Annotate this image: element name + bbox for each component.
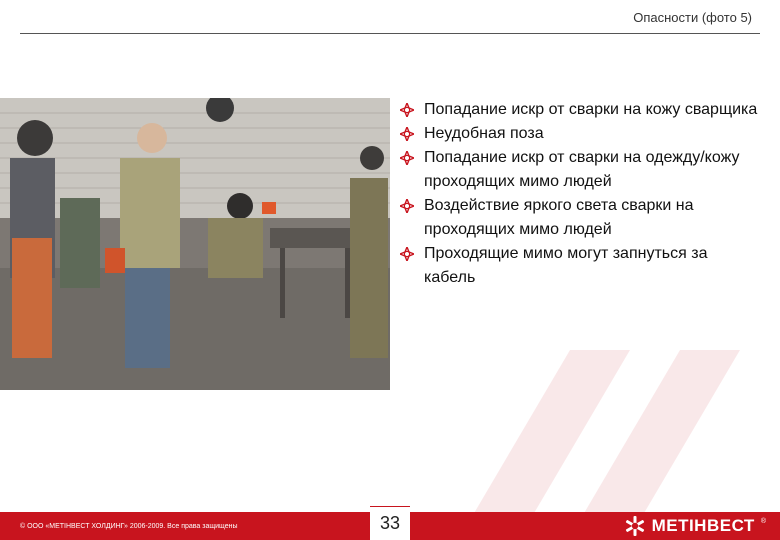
- list-item: [400, 122, 760, 146]
- list-item-text: Воздействие яркого света сварки на проходящих мимо людей: [424, 197, 694, 238]
- list-item-text: Попадание искр от сварки на кожу сварщика: [424, 101, 758, 118]
- welding-photo: [0, 98, 390, 390]
- slide-title: Опасности (фото 5): [633, 10, 752, 25]
- list-item-text: Неудобная поза: [424, 125, 544, 142]
- flower-bullet-icon: [400, 127, 414, 141]
- list-item: [400, 194, 760, 242]
- list-item: [400, 98, 760, 122]
- list-item-text: Проходящие мимо могут запнуться за кабель: [424, 245, 708, 286]
- copyright-text: © ООО «МЕТІНВЕСТ ХОЛДИНГ» 2006-2009. Все права защищены: [20, 522, 238, 530]
- hazard-list: [400, 98, 760, 290]
- list-item-text: Попадание искр от сварки на одежду/кожу проходящих мимо людей: [424, 149, 740, 190]
- page-number-box: [370, 506, 410, 540]
- registered-mark: ®: [760, 518, 766, 525]
- list-item: [400, 242, 760, 290]
- header-divider: [20, 33, 760, 34]
- flower-bullet-icon: [400, 151, 414, 165]
- logo-text: МЕТІНВЕСТ: [651, 516, 755, 535]
- flower-bullet-icon: [400, 199, 414, 213]
- list-item: [400, 146, 760, 194]
- brand-logo: [624, 512, 766, 540]
- metinvest-logo-icon: [624, 515, 646, 537]
- flower-bullet-icon: [400, 103, 414, 117]
- brand-watermark: [430, 330, 760, 530]
- copyright-area: [20, 512, 360, 540]
- page-number: 33: [379, 513, 401, 533]
- flower-bullet-icon: [400, 247, 414, 261]
